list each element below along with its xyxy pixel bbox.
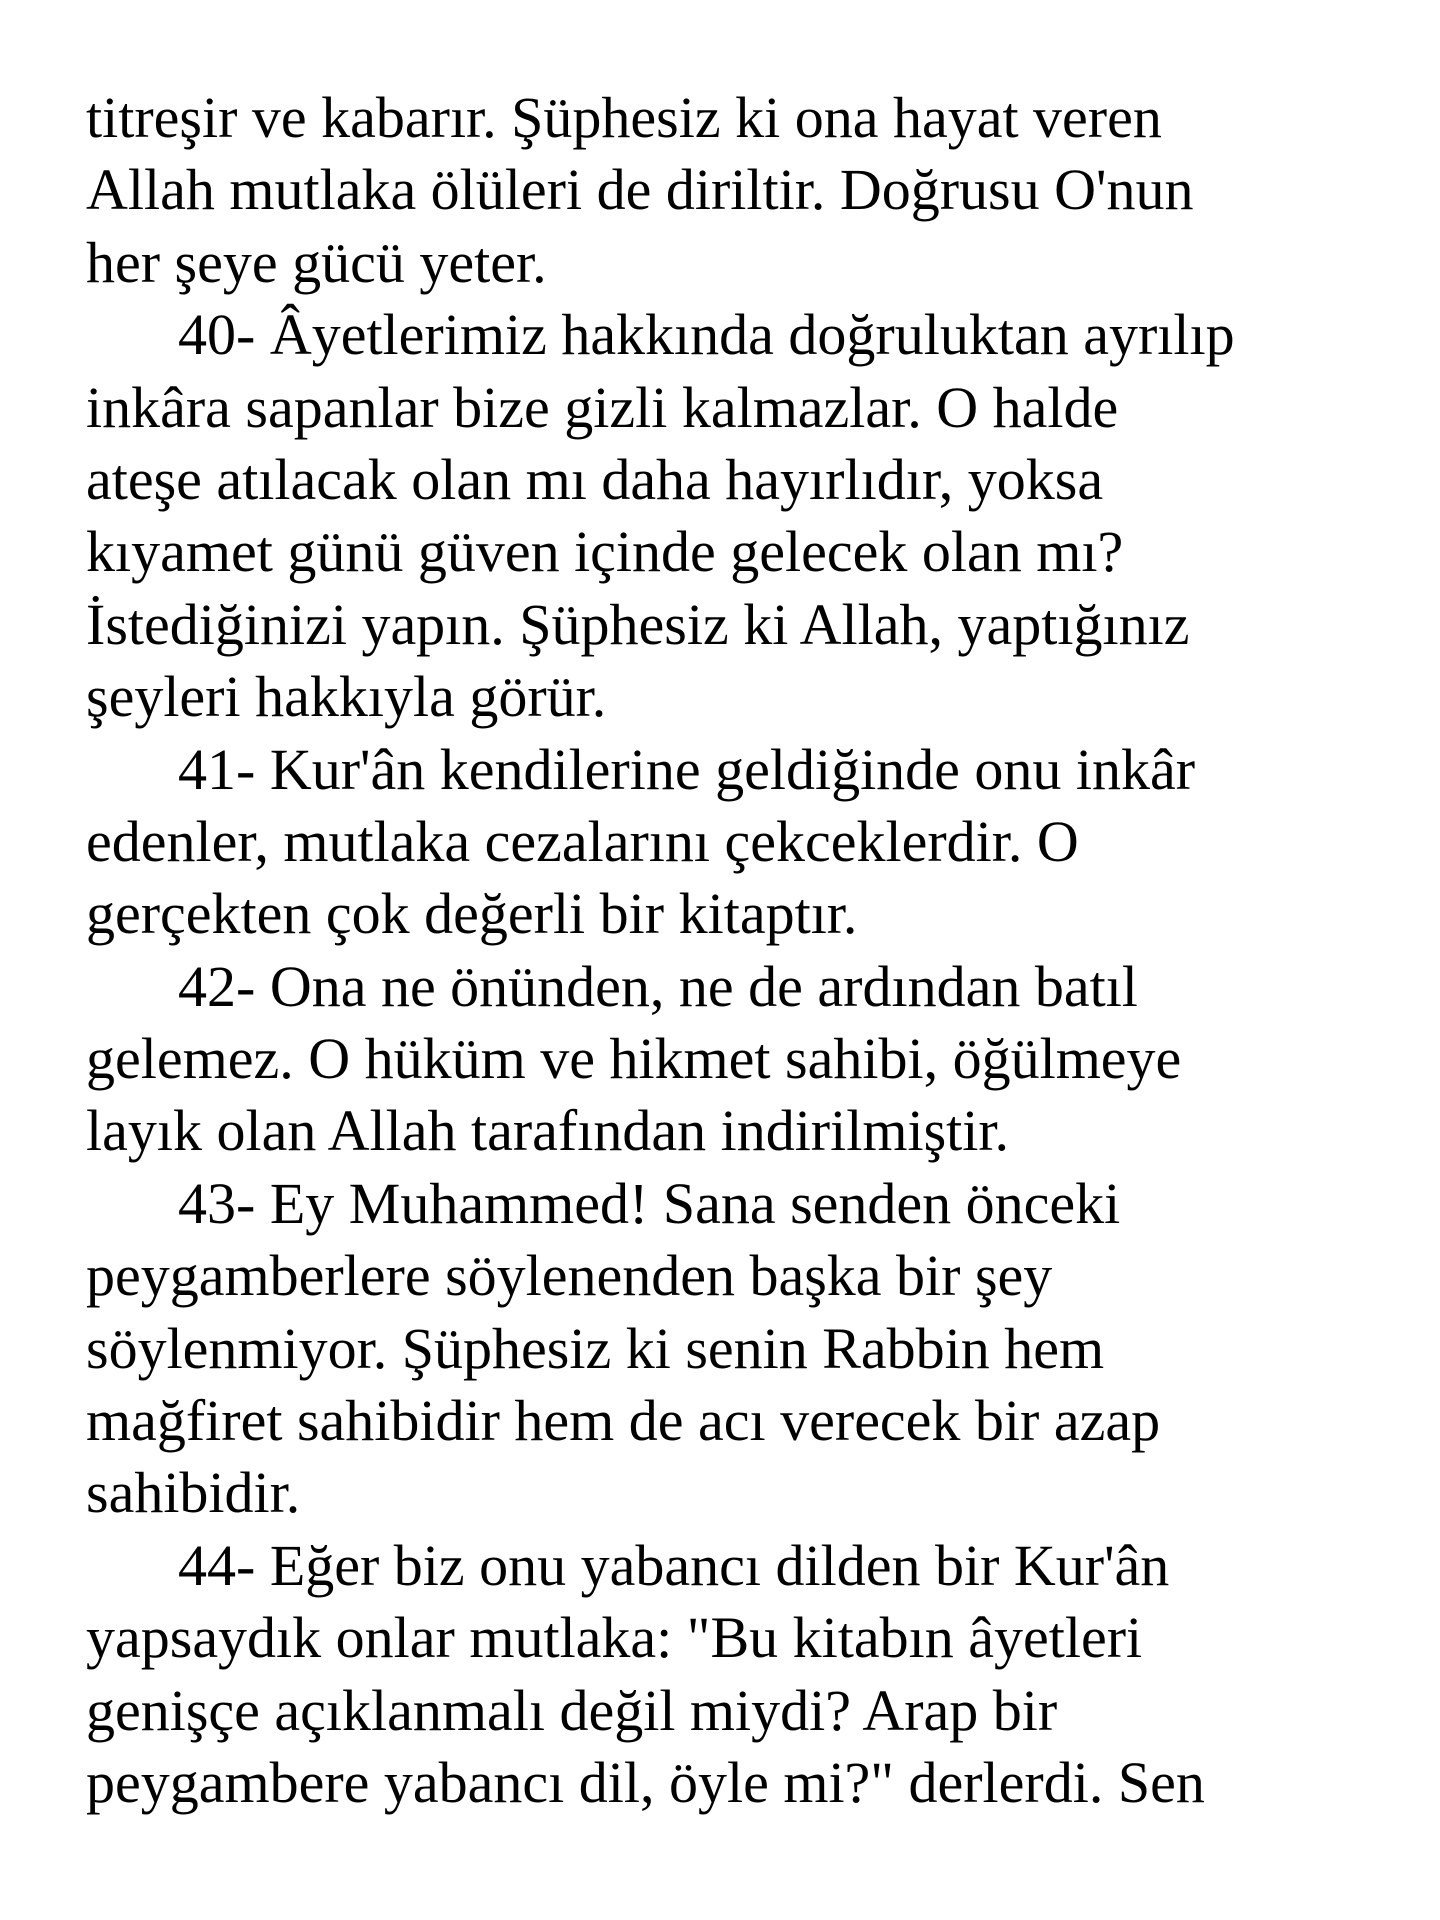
- text-line: sahibidir.: [86, 1460, 301, 1526]
- text-line: İstediğinizi yapın. Şüphesiz ki Allah, yaptığınız: [86, 591, 1190, 657]
- text-line: genişçe açıklanmalı değil miydi? Arap bir: [86, 1677, 1058, 1743]
- text-line: yapsaydık onlar mutlaka: "Bu kitabın âyetleri: [86, 1605, 1143, 1671]
- text-line: şeyleri hakkıyla görür.: [86, 664, 607, 730]
- text-line: gerçekten çok değerli bir kitaptır.: [86, 881, 858, 947]
- text-line: her şeye gücü yeter.: [86, 229, 547, 295]
- verse-43-start: 43- Ey Muhammed! Sana senden önceki: [178, 1170, 1121, 1236]
- text-line: peygambere yabancı dil, öyle mi?" derlerdi. Sen: [86, 1749, 1205, 1815]
- text-line: layık olan Allah tarafından indirilmiştir.: [86, 1098, 1009, 1164]
- verse-41-start: 41- Kur'ân kendilerine geldiğinde onu inkâr: [178, 736, 1196, 802]
- text-line: söylenmiyor. Şüphesiz ki senin Rabbin hem: [86, 1315, 1105, 1381]
- text-line: peygamberlere söylenenden başka bir şey: [86, 1243, 1053, 1309]
- text-line: gelemez. O hüküm ve hikmet sahibi, öğülmeye: [86, 1026, 1182, 1092]
- text-line: ateşe atılacak olan mı daha hayırlıdır, yoksa: [86, 446, 1104, 512]
- text-line: edenler, mutlaka cezalarını çekceklerdir. O: [86, 808, 1079, 874]
- text-line: Allah mutlaka ölüleri de diriltir. Doğrusu O'nun: [86, 157, 1194, 223]
- text-line: kıyamet günü güven içinde gelecek olan mı?: [86, 519, 1124, 585]
- text-line: inkâra sapanlar bize gizli kalmazlar. O halde: [86, 374, 1119, 440]
- document-page: [86, 82, 1416, 1819]
- verse-40-start: 40- Âyetlerimiz hakkında doğruluktan ayrılıp: [178, 302, 1235, 368]
- verse-44-start: 44- Eğer biz onu yabancı dilden bir Kur'ân: [178, 1532, 1170, 1598]
- text-line: titreşir ve kabarır. Şüphesiz ki ona hayat veren: [86, 85, 1162, 150]
- verse-42-start: 42- Ona ne önünden, ne de ardından batıl: [178, 953, 1138, 1019]
- text-line: mağfiret sahibidir hem de acı verecek bir azap: [86, 1388, 1161, 1454]
